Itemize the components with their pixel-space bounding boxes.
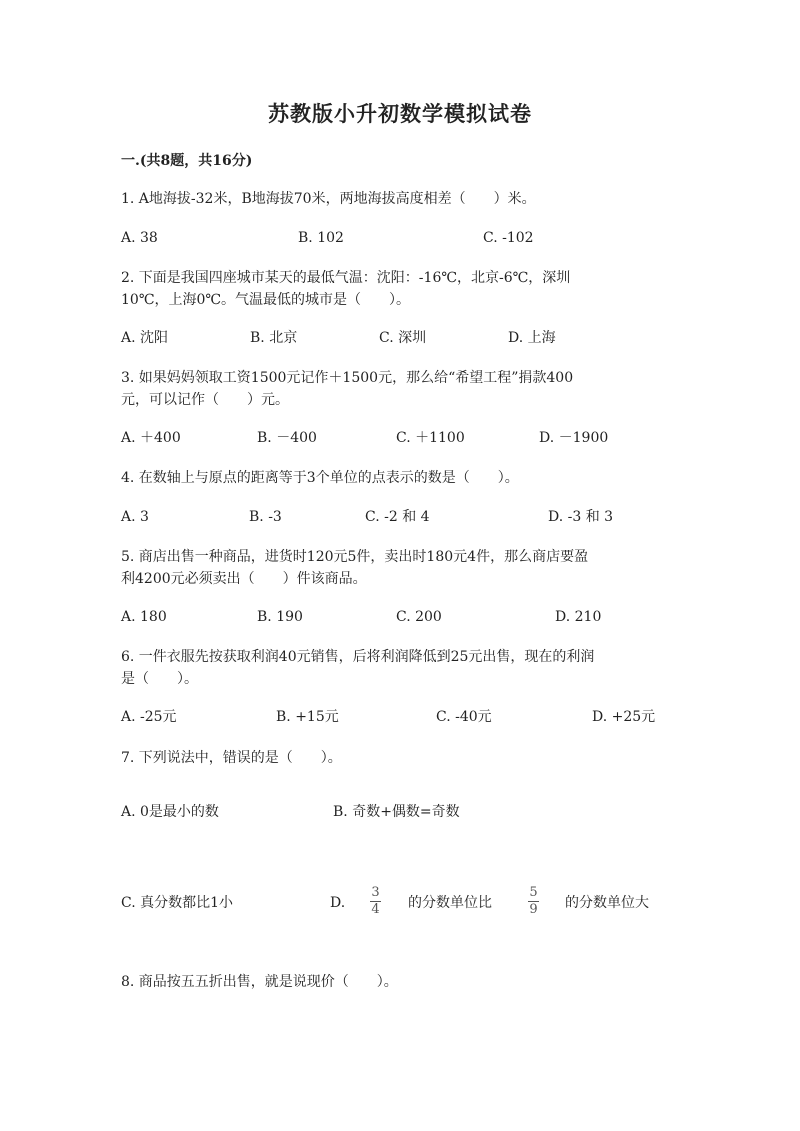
question-1-text: 1. A地海拔-32米，B地海拔70米，两地海拔高度相差（ ）米。 xyxy=(121,191,536,207)
fraction-five-ninths xyxy=(528,886,539,917)
question-3-option-d: D. －1900 xyxy=(539,430,609,446)
fraction-denominator: 9 xyxy=(529,902,538,917)
question-4-option-d: D. -3 和 3 xyxy=(548,509,614,525)
question-2-option-c: C. 深圳 xyxy=(379,330,427,346)
question-2-line-1: 2. 下面是我国四座城市某天的最低气温：沈阳：-16℃，北京-6℃，深圳 xyxy=(121,270,571,286)
question-7-text: 7. 下列说法中，错误的是（ ）。 xyxy=(121,750,342,766)
question-2-option-d: D. 上海 xyxy=(508,330,556,346)
question-7-option-b: B. 奇数+偶数=奇数 xyxy=(333,804,460,820)
question-5-option-c: C. 200 xyxy=(396,609,442,625)
question-5-line-1: 5. 商店出售一种商品，进货时120元5件，卖出时180元4件，那么商店要盈 xyxy=(121,549,589,565)
fraction-numerator: 5 xyxy=(529,885,538,900)
question-2-option-a: A. 沈阳 xyxy=(121,330,169,346)
question-5-option-d: D. 210 xyxy=(555,609,602,625)
question-2-option-b: B. 北京 xyxy=(250,330,298,346)
question-5-option-a: A. 180 xyxy=(121,609,167,625)
question-7-option-d-label: D. xyxy=(330,895,346,911)
question-4-text: 4. 在数轴上与原点的距离等于3个单位的点表示的数是（ ）。 xyxy=(121,470,519,486)
question-6-line-2: 是（ ）。 xyxy=(121,671,198,687)
question-3-option-b: B. －400 xyxy=(257,430,317,446)
page-title: 苏教版小升初数学模拟试卷 xyxy=(268,101,532,126)
question-1-option-a: A. 38 xyxy=(121,230,158,246)
section-heading: 一.(共8题，共16分) xyxy=(121,153,253,169)
question-6-option-a: A. -25元 xyxy=(121,709,177,725)
question-5-option-b: B. 190 xyxy=(257,609,303,625)
question-4-option-b: B. -3 xyxy=(249,509,282,525)
question-6-option-c: C. -40元 xyxy=(436,709,492,725)
fraction-denominator: 4 xyxy=(371,902,380,917)
question-3-line-2: 元，可以记作（ ）元。 xyxy=(121,392,289,408)
question-2-line-2: 10℃，上海0℃。气温最低的城市是（ ）。 xyxy=(121,292,411,308)
question-7-option-a: A. 0是最小的数 xyxy=(121,804,219,820)
question-4-option-a: A. 3 xyxy=(121,509,149,525)
question-5-line-2: 利4200元必须卖出（ ）件该商品。 xyxy=(121,571,367,587)
question-3-option-a: A. ＋400 xyxy=(121,430,181,446)
question-7-option-c: C. 真分数都比1小 xyxy=(121,895,234,911)
question-4-option-c: C. -2 和 4 xyxy=(365,509,430,525)
fraction-numerator: 3 xyxy=(371,885,380,900)
question-3-line-1: 3. 如果妈妈领取工资1500元记作＋1500元，那么给“希望工程”捐款400 xyxy=(121,370,574,386)
question-6-line-1: 6. 一件衣服先按获取利润40元销售，后将利润降低到25元出售，现在的利润 xyxy=(121,649,595,665)
question-7-option-d-middle: 的分数单位比 xyxy=(408,895,492,911)
fraction-three-quarters xyxy=(370,886,381,917)
question-8-text: 8. 商品按五五折出售，就是说现价（ ）。 xyxy=(121,974,398,990)
question-1-option-b: B. 102 xyxy=(298,230,344,246)
question-1-option-c: C. -102 xyxy=(483,230,534,246)
question-6-option-b: B. +15元 xyxy=(276,709,339,725)
question-3-option-c: C. ＋1100 xyxy=(396,430,465,446)
question-7-option-d-end: 的分数单位大 xyxy=(565,895,649,911)
question-6-option-d: D. +25元 xyxy=(592,709,656,725)
